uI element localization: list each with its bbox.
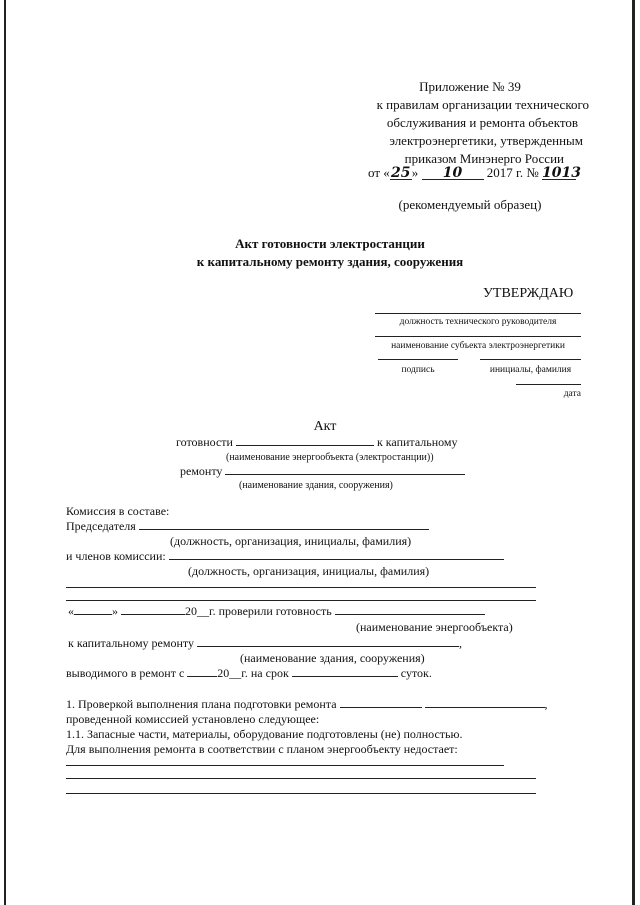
finding-1-2: Для выполнения ремонта в соответствии с планом энергообъекту недостает:	[66, 742, 458, 756]
check-open-quote: «	[68, 604, 74, 618]
scan-left-edge	[4, 0, 6, 905]
repair-prefix: ремонту	[180, 464, 223, 478]
finding-1-field-b[interactable]	[425, 697, 545, 708]
position-line	[375, 313, 581, 314]
finding-1-text: 1. Проверкой выполнения плана подготовки ремонта	[66, 697, 337, 711]
sample-note: (рекомендуемый образец)	[398, 197, 542, 212]
check-month-field[interactable]	[121, 604, 185, 615]
date-line	[516, 384, 581, 385]
check-close-quote: »	[112, 604, 118, 618]
members-hint: (должность, организация, инициалы, фамилия)	[188, 564, 430, 578]
date-prefix: от «	[368, 165, 390, 180]
members-extra-line-1[interactable]	[66, 587, 536, 588]
header-line-1: к правилам организации технического	[376, 97, 589, 112]
energy-object-hint: (наименование энергообъекта (электростанции))	[226, 452, 434, 463]
scan-right-edge	[632, 0, 635, 905]
check-energy-hint: (наименование энергообъекта)	[356, 620, 513, 634]
check-building-field[interactable]	[197, 636, 459, 647]
output-duration-field[interactable]	[292, 666, 398, 677]
building-field[interactable]	[225, 464, 465, 475]
building-hint: (наименование здания, сооружения)	[239, 480, 393, 491]
output-start-field[interactable]	[187, 666, 217, 677]
check-energy-field[interactable]	[335, 604, 485, 615]
initials-line	[480, 359, 581, 360]
chairman-hint: (должность, организация, инициалы, фамилия)	[170, 534, 412, 548]
check-repair-comma: ,	[459, 636, 462, 650]
date-close-quote: »	[411, 165, 419, 180]
finding-1-comma: ,	[544, 697, 548, 711]
members-extra-line-2[interactable]	[66, 600, 536, 601]
output-line	[66, 666, 432, 681]
chairman-label: Председателя	[66, 519, 136, 533]
signature-hint: подпись	[401, 365, 435, 375]
order-date-line	[368, 165, 582, 181]
shortage-line-3[interactable]	[66, 793, 536, 794]
header-line-4: приказом Минэнерго России	[404, 151, 564, 166]
initials-hint: инициалы, фамилия	[489, 365, 572, 375]
check-building-hint: (наименование здания, сооружения)	[240, 651, 425, 665]
title-line-1: Акт готовности электростанции	[235, 236, 425, 251]
entity-line	[375, 336, 581, 337]
energy-object-field[interactable]	[236, 435, 374, 446]
title-line-2: к капитальному ремонту здания, сооружения	[196, 254, 464, 269]
finding-1-continued: проведенной комиссией установлено следующее:	[66, 712, 320, 726]
approval-heading: УТВЕРЖДАЮ	[483, 286, 574, 301]
date-hint: дата	[563, 389, 581, 399]
finding-1-field-a[interactable]	[340, 697, 422, 708]
header-line-3: электроэнергетики, утвержденным	[389, 133, 583, 148]
shortage-line-1[interactable]	[66, 765, 504, 766]
order-number: 1013	[542, 165, 582, 181]
output-mid: 20__г. на срок	[217, 666, 289, 680]
readiness-suffix: к капитальному	[376, 435, 458, 449]
entity-hint: наименование субъекта электроэнергетики	[391, 341, 565, 351]
readiness-prefix: готовности	[176, 435, 233, 449]
shortage-line-2[interactable]	[66, 778, 536, 779]
output-prefix: выводимого в ремонт с	[66, 666, 185, 680]
check-day-field[interactable]	[74, 604, 112, 615]
date-year: 2017 г. №	[486, 165, 539, 180]
signature-line	[378, 359, 458, 360]
finding-1-line	[66, 697, 548, 712]
commission-composition: Комиссия в составе:	[66, 504, 170, 518]
date-day: 25	[391, 165, 411, 181]
output-days: суток.	[400, 666, 432, 680]
check-line	[68, 604, 485, 619]
appendix-number: Приложение № 39	[419, 79, 521, 94]
chairman-field[interactable]	[139, 519, 429, 530]
check-repair-prefix: к капитальному ремонту	[68, 636, 194, 650]
check-repair-line	[68, 636, 462, 651]
repair-line	[180, 464, 465, 479]
position-hint: должность технического руководителя	[399, 317, 557, 327]
chairman-line	[66, 519, 429, 534]
members-field[interactable]	[169, 549, 504, 560]
check-year-text: 20__г. проверили готовность	[185, 604, 332, 618]
date-month: 10	[422, 168, 484, 180]
members-label: и членов комиссии:	[66, 549, 166, 563]
header-line-2: обслуживания и ремонта объектов	[386, 115, 578, 130]
finding-1-1: 1.1. Запасные части, материалы, оборудование подготовлены (не) полностью.	[66, 727, 463, 741]
members-line	[66, 549, 504, 564]
readiness-line	[176, 435, 458, 450]
act-heading: Акт	[313, 419, 337, 434]
